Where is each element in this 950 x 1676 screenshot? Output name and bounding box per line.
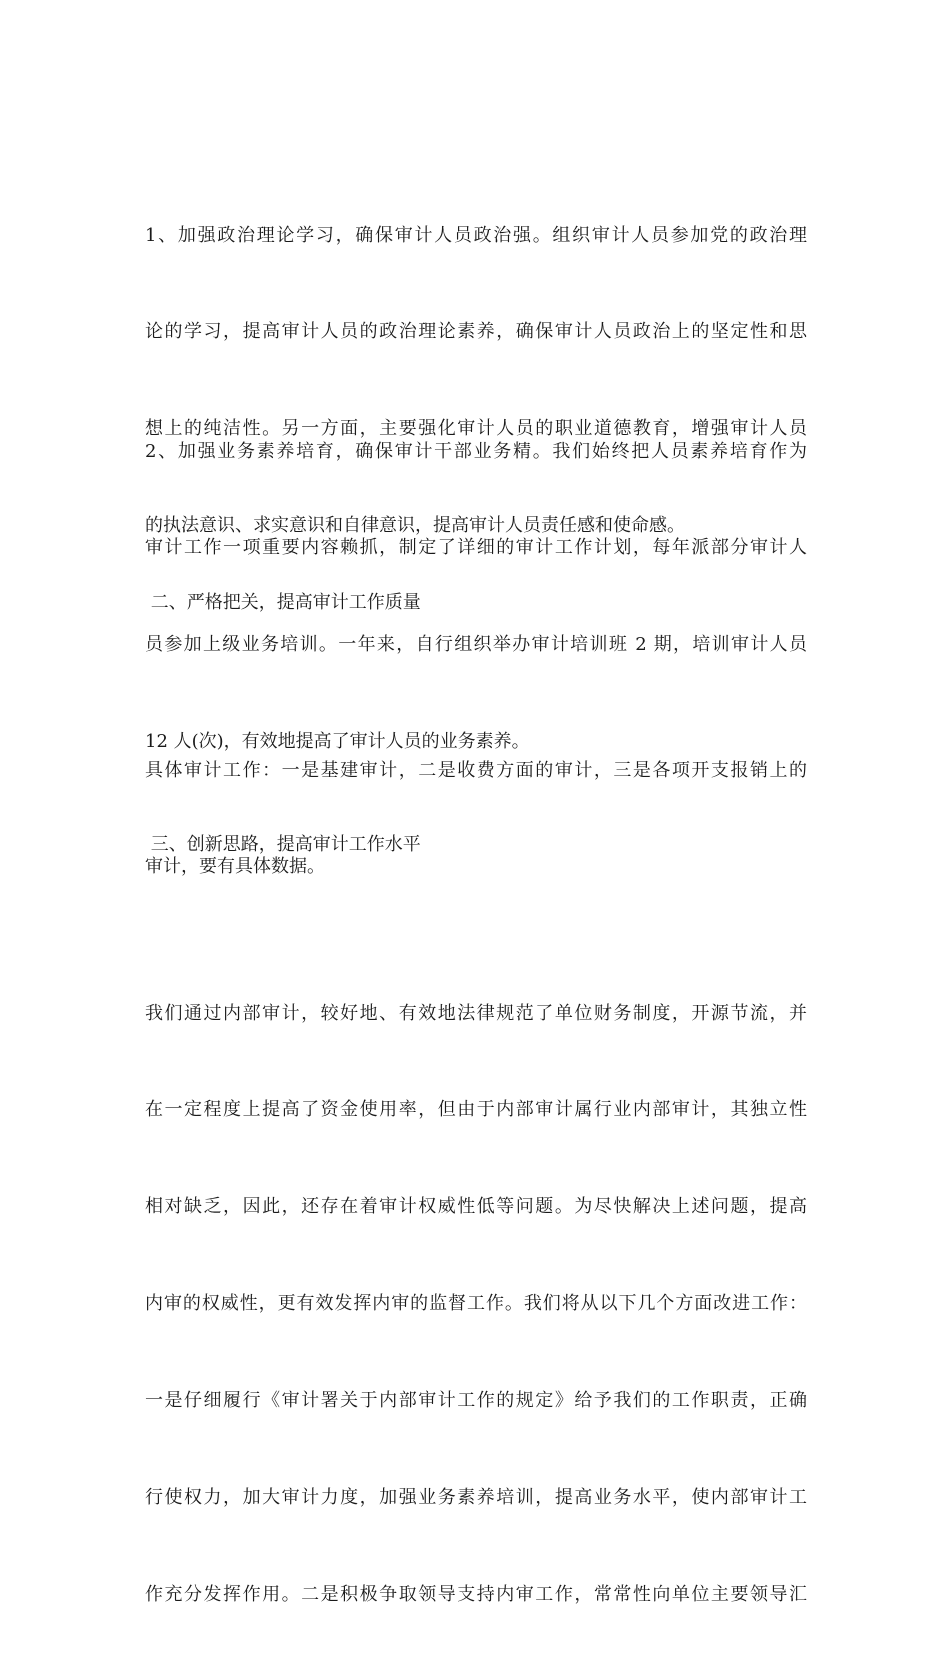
paragraph-internal-audit <box>145 933 807 1676</box>
paragraph-line: 员参加上级业务培训。一年来，自行组织举办审计培训班 2 期，培训审计人员 <box>145 634 807 656</box>
paragraph-line: 想上的纯洁性。另一方面，主要强化审计人员的职业道德教育，增强审计人员 <box>145 418 807 440</box>
paragraph-line: 内审的权威性，更有效发挥内审的监督工作。我们将从以下几个方面改进工作： <box>145 1293 807 1315</box>
paragraph-line: 作充分发挥作用。二是积极争取领导支持内审工作，常常性向单位主要领导汇 <box>145 1583 807 1605</box>
paragraph-line: 的执法意识、求实意识和自律意识，提高审计人员责任感和使命感。 <box>145 515 685 537</box>
paragraph-line: 在一定程度上提高了资金使用率，但由于内部审计属行业内部审计，其独立性 <box>145 1099 807 1121</box>
section-heading-quality: 二、严格把关，提高审计工作质量 <box>145 592 421 613</box>
paragraph-line: 审计，要有具体数据。 <box>145 856 325 878</box>
paragraph-line: 论的学习，提高审计人员的政治理论素养，确保审计人员政治上的坚定性和思 <box>145 321 807 343</box>
section-heading-innovation: 三、创新思路，提高审计工作水平 <box>145 834 421 855</box>
paragraph-line: 行使权力，加大审计力度，加强业务素养培训，提高业务水平，使内部审计工 <box>145 1487 807 1509</box>
paragraph-line: 相对缺乏，因此，还存在着审计权威性低等问题。为尽快解决上述问题，提高 <box>145 1196 807 1218</box>
paragraph-line: 我们通过内部审计，较好地、有效地法律规范了单位财务制度，开源节流，并 <box>145 1002 807 1024</box>
paragraph-line: 2、加强业务素养培育，确保审计干部业务精。我们始终把人员素养培育作为 <box>145 440 807 462</box>
paragraph-line: 1、加强政治理论学习，确保审计人员政治强。组织审计人员参加党的政治理 <box>145 224 807 246</box>
paragraph-line: 12 人(次)，有效地提高了审计人员的业务素养。 <box>145 731 530 753</box>
paragraph-line: 一是仔细履行《审计署关于内部审计工作的规定》给予我们的工作职责，正确 <box>145 1390 807 1412</box>
paragraph-specific-audit <box>145 690 807 948</box>
paragraph-line: 具体审计工作：一是基建审计，二是收费方面的审计，三是各项开支报销上的 <box>145 759 807 781</box>
paragraph-line: 审计工作一项重要内容赖抓，制定了详细的审计工作计划，每年派部分审计人 <box>145 537 807 559</box>
